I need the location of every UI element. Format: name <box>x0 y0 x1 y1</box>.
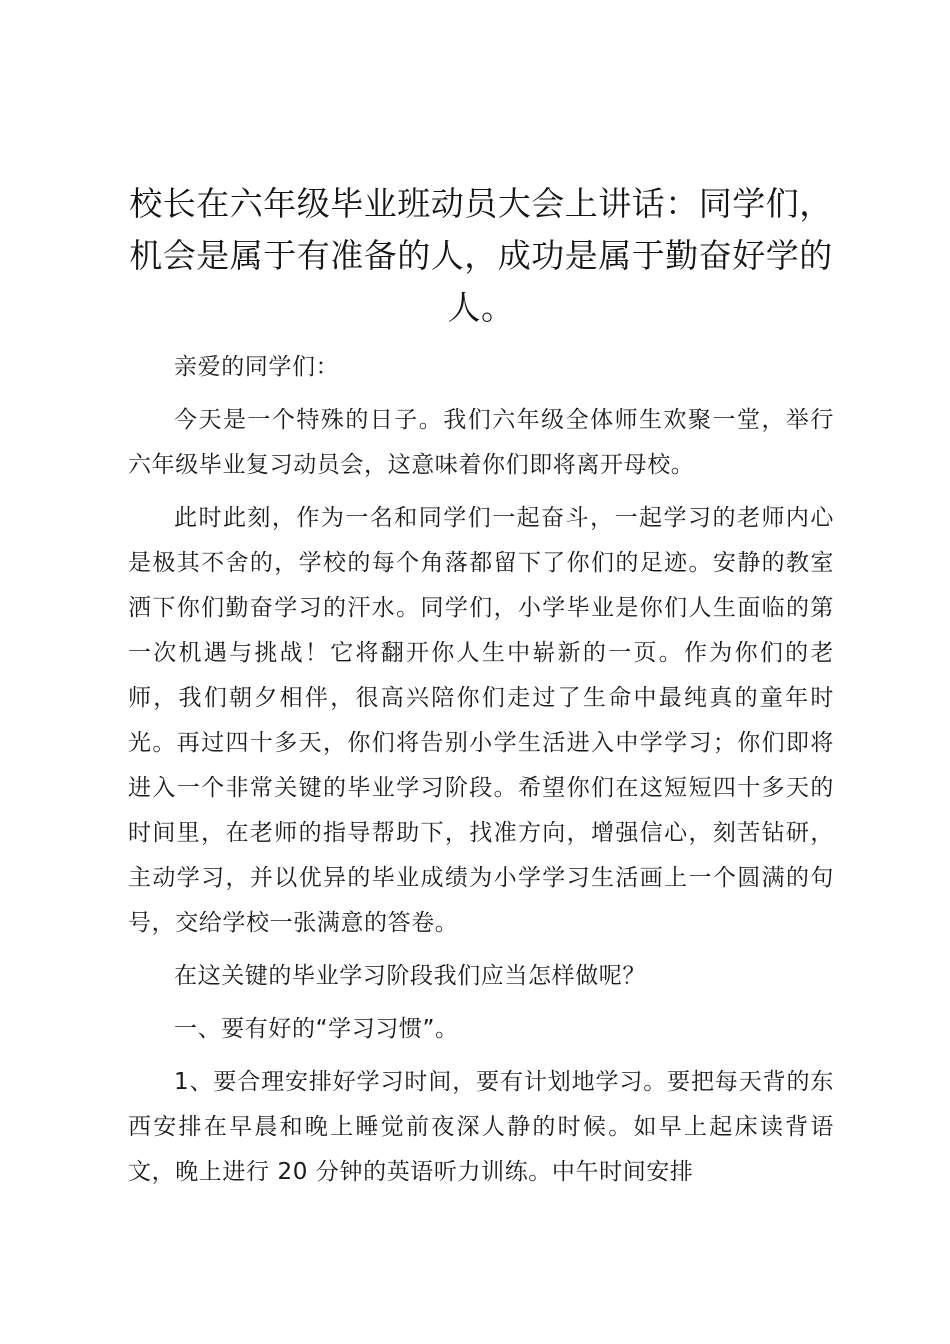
section-heading-study-habits: 一、要有好的“学习习惯”。 <box>174 1016 459 1042</box>
document-page <box>128 178 834 1203</box>
paragraph-time-planning: 1、要合理安排好学习时间，要有计划地学习。要把每天背的东西安排在早晨和晚上睡觉前夜深人静的时候。如早上起床读背语文，晚上进行 20 分钟的英语听力训练。中午时间安排 <box>128 1069 834 1185</box>
paragraph-greeting: 亲爱的同学们： <box>174 354 340 380</box>
paragraph-question: 在这关键的毕业学习阶段我们应当怎样做呢？ <box>174 963 646 989</box>
document-title: 校长在六年级毕业班动员大会上讲话：同学们，机会是属于有准备的人，成功是属于勤奋好学的人。 <box>129 184 833 327</box>
paragraph-opening: 今天是一个特殊的日子。我们六年级全体师生欢聚一堂，举行六年级毕业复习动员会，这意味着你们即将离开母校。 <box>128 407 834 478</box>
paragraph-farewell: 此时此刻，作为一名和同学们一起奋斗，一起学习的老师内心是极其不舍的，学校的每个角落都留下了你们的足迹。安静的教室洒下你们勤奋学习的汗水。同学们，小学毕业是你们人生面临的第一次机遇与挑战！它将翻开你人生中崭新的一页。作为你们的老师，我们朝夕相伴，很高兴陪你们走过了生命中最纯真的童年时光。再过四十多天，你们将告别小学生活进入中学学习；你们即将进入一个非常关键的毕业学习阶段。希望你们在这短短四十多天的时间里，在老师的指导帮助下，找准方向，增强信心，刻苦钻研，主动学习，并以优异的毕业成绩为小学学习生活画上一个圆满的句号，交给学校一张满意的答卷。 <box>128 505 834 936</box>
document-body <box>128 345 834 1195</box>
